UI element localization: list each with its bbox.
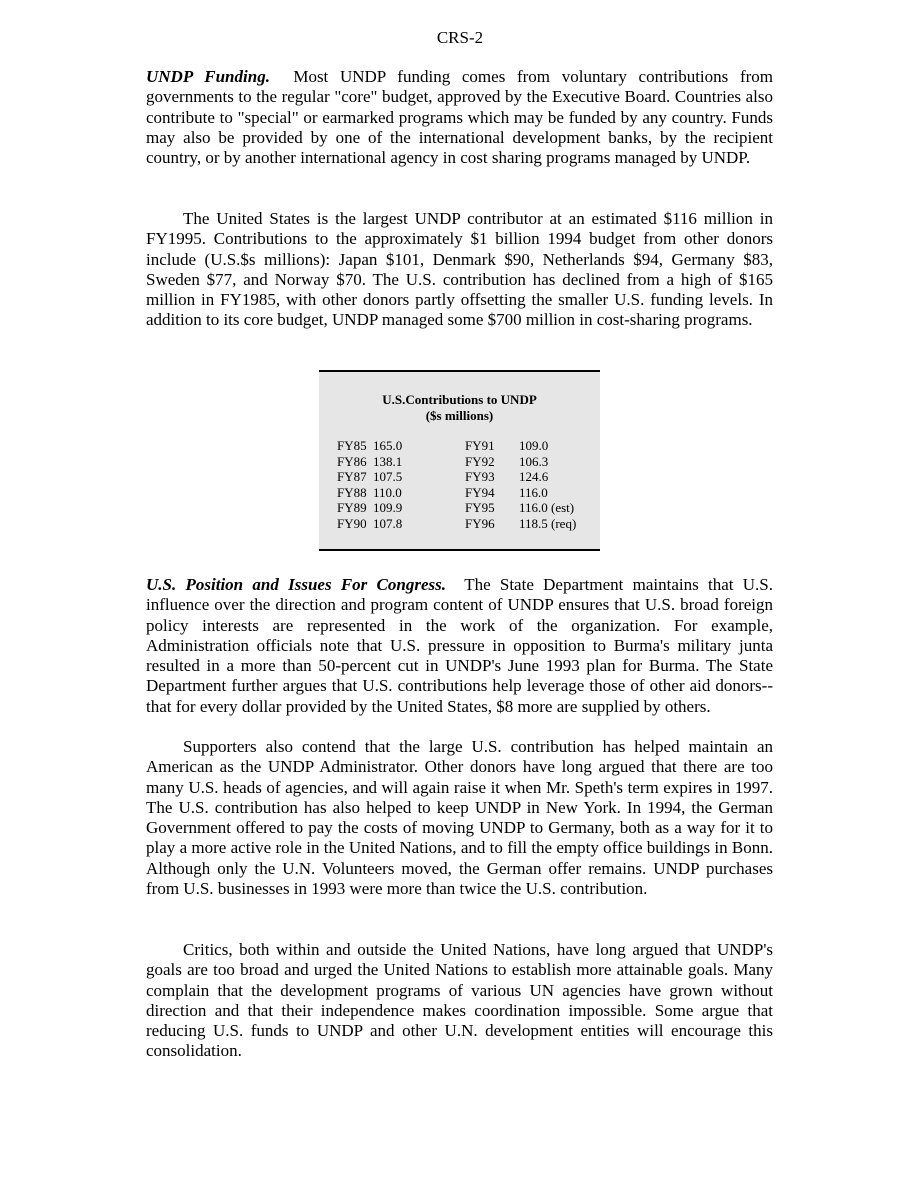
fiscal-year: FY88: [337, 484, 367, 500]
fiscal-year: FY86: [337, 453, 367, 469]
page-number: CRS-2: [436, 28, 484, 47]
contributions-data: [337, 438, 589, 532]
amount: 116.0: [519, 484, 548, 500]
fiscal-year: FY92: [465, 453, 495, 469]
fiscal-year: FY85: [337, 438, 367, 453]
amount: 109.9: [373, 500, 403, 516]
paragraph-text: The State Department maintains that U.S. influence over the direction and program content of UNDP ensures that U.S. broad foreign policy interests are represented in the work of the organization. For example, Administration officials note that U.S. pressure in opposition to Burma's military junta resulted in a more than 50-percent cut in UNDP's June 1993 plan for Burma. The State Department further argues that U.S. contributions help leverage those of other aid donors--that for every dollar provided by the United States, $8 more are supplied by others.: [146, 575, 773, 716]
amount: 107.8: [373, 515, 403, 531]
fiscal-year: FY91: [465, 438, 495, 453]
paragraph-critics: Critics, both within and outside the United Nations, have long argued that UNDP's goals are too broad and urged the United Nations to establish more attainable goals. Many complain that the development programs of various UN agencies have grown without direction and that their independence makes coordination impossible. Some argue that reducing U.S. funds to UNDP and other U.N. development entities will encourage this consolidation.: [146, 940, 773, 1061]
amount: 110.0: [373, 484, 402, 500]
paragraph-us-position: [146, 575, 773, 717]
amount: 116.0 (est): [519, 500, 575, 516]
table-row: [337, 500, 589, 516]
table-row: [337, 469, 589, 485]
fiscal-year: FY94: [465, 484, 495, 500]
contributions-table: [319, 370, 600, 551]
amount: 118.5 (req): [519, 515, 577, 531]
table-units: ($s millions): [425, 408, 494, 423]
amount: 109.0: [519, 438, 549, 453]
fiscal-year: FY87: [337, 469, 367, 485]
amount: 138.1: [373, 453, 403, 469]
paragraph-text: Most UNDP funding comes from voluntary contributions from governments to the regular "core" budget, approved by the Executive Board. Countries also contribute to "special" or earmarked programs which may be funded by any country. Funds may also be provided by one of the international development banks, by the recipient country, or by another international agency in cost sharing programs managed by UNDP.: [146, 67, 774, 168]
table-row: [337, 485, 589, 501]
amount: 106.3: [519, 453, 549, 469]
fiscal-year: FY89: [337, 500, 367, 516]
amount: 165.0: [373, 438, 403, 453]
table-row: [337, 454, 589, 470]
paragraph-us-contributor: The United States is the largest UNDP contributor at an estimated $116 million in FY1995. Contributions to the approximately $1 billion 1994 budget from other donors include (U.S.$s millions): Japan $101, Denmark $90, Netherlands $94, Germany $83, Sweden $77, and Norway $70. The U.S. contribution has declined from a high of $165 million in FY1985, with other donors partly offsetting the smaller U.S. funding levels. In addition to its core budget, UNDP managed some $700 million in cost-sharing programs.: [146, 209, 773, 330]
paragraph-undp-funding: [146, 67, 773, 168]
fiscal-year: FY95: [465, 500, 495, 516]
fiscal-year: FY96: [465, 515, 495, 531]
table-title-line: U.S.Contributions to UNDP: [382, 392, 537, 407]
paragraph-supporters: Supporters also contend that the large U.S. contribution has helped maintain an American as the UNDP Administrator. Other donors have long argued that there are too many U.S. heads of agencies, and will again raise it when Mr. Speth's term expires in 1997. The U.S. contribution has also helped to keep UNDP in New York. In 1994, the German Government offered to pay the costs of moving UNDP to Germany, both as a way for it to play a more active role in the United Nations, and to fill the empty office buildings in Bonn. Although only the U.N. Volunteers moved, the German offer remains. UNDP purchases from U.S. businesses in 1993 were more than twice the U.S. contribution.: [146, 737, 773, 899]
table-title: [319, 392, 600, 424]
section-heading-undp-funding: UNDP Funding.: [146, 67, 270, 86]
table-row: [337, 516, 589, 532]
table-row: [337, 438, 589, 454]
amount: 107.5: [373, 469, 403, 485]
amount: 124.6: [519, 469, 549, 485]
section-heading-us-position: U.S. Position and Issues For Congress.: [146, 575, 446, 594]
fiscal-year: FY93: [465, 469, 495, 485]
fiscal-year: FY90: [337, 515, 367, 531]
